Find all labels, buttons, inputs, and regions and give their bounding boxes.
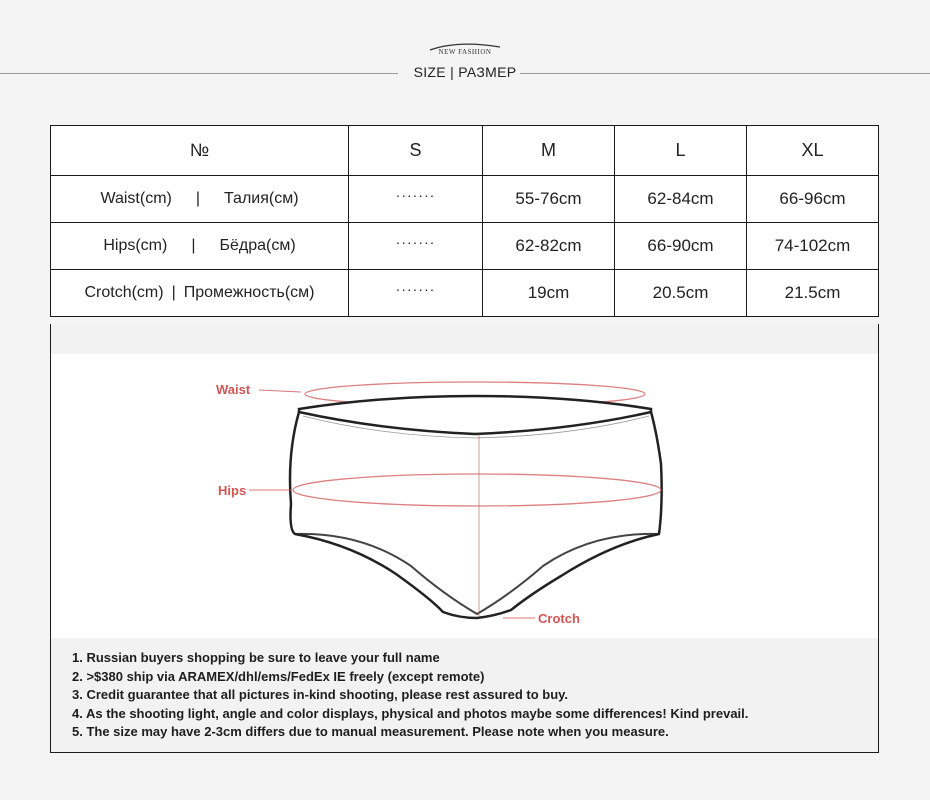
- note-item: 3. Credit guarantee that all pictures in-kind shooting, please rest assured to buy.: [72, 687, 569, 702]
- note-item: 4. As the shooting light, angle and color displays, physical and photos maybe some differences! Kind prevail.: [72, 705, 749, 721]
- cell-m: 55-76cm: [483, 176, 615, 223]
- label-separator: |: [191, 237, 196, 254]
- leg-opening-outline: [295, 534, 659, 614]
- label-separator: |: [195, 190, 200, 207]
- page-title: SIZE | РАЗМЕР: [413, 64, 517, 80]
- measure-label-waist: [51, 176, 349, 223]
- empty-value-dots: ·······: [395, 234, 436, 250]
- table-header-row: [51, 126, 879, 176]
- table-row-hips: [51, 223, 879, 270]
- cell-m: 19cm: [483, 270, 615, 317]
- waist-leader-line: [259, 390, 301, 392]
- cell-l: 62-84cm: [615, 176, 747, 223]
- header-cell-number: №: [51, 126, 349, 176]
- header-cell-m: M: [483, 126, 615, 176]
- measure-label-en: Crotch(cm): [84, 284, 164, 301]
- measure-label-ru: Талия(см): [224, 190, 299, 207]
- crotch-label: Crotch: [538, 611, 580, 626]
- cell-s: [349, 176, 483, 223]
- header-cell-l: L: [615, 126, 747, 176]
- header-cell-xl: XL: [747, 126, 879, 176]
- hips-label: Hips: [218, 483, 247, 498]
- table-row-waist: [51, 176, 879, 223]
- measure-label-en: Waist(cm): [100, 190, 172, 207]
- cell-s: [349, 223, 483, 270]
- waist-label: Waist: [216, 382, 251, 397]
- cell-m: 62-82cm: [483, 223, 615, 270]
- info-panel: [50, 324, 879, 753]
- label-separator: |: [171, 284, 176, 301]
- waistband-outline: [299, 396, 651, 434]
- page-header: [0, 38, 930, 88]
- header-cell-s: S: [349, 126, 483, 176]
- cell-s: [349, 270, 483, 317]
- cell-l: 66-90cm: [615, 223, 747, 270]
- cell-l: 20.5cm: [615, 270, 747, 317]
- empty-value-dots: ·······: [395, 281, 436, 297]
- notes-list: [72, 649, 748, 742]
- note-item: 2. >$380 ship via ARAMEX/dhl/ems/FedEx IE freely (except remote): [72, 668, 485, 684]
- measure-label-en: Hips(cm): [103, 237, 168, 254]
- brand-logo: NEW FASHION: [438, 48, 492, 56]
- note-item: 1. Russian buyers shopping be sure to leave your full name: [72, 650, 440, 665]
- table-row-crotch: [51, 270, 879, 317]
- size-chart-table: [50, 125, 879, 317]
- briefs-body-outline: [290, 412, 662, 618]
- briefs-measurement-illustration: [51, 354, 878, 638]
- note-item: 5. The size may have 2-3cm differs due to manual measurement. Please note when you measure.: [72, 724, 669, 739]
- hips-measure-ellipse: [293, 474, 661, 506]
- empty-value-dots: ·······: [395, 187, 436, 203]
- measure-label-ru: Бёдра(см): [219, 237, 296, 254]
- cell-xl: 66-96cm: [747, 176, 879, 223]
- measurement-diagram: [51, 354, 878, 638]
- cell-xl: 21.5cm: [747, 270, 879, 317]
- measure-label-crotch: [51, 270, 349, 317]
- measure-label-ru: Промежность(см): [183, 284, 315, 301]
- cell-xl: 74-102cm: [747, 223, 879, 270]
- measure-label-hips: [51, 223, 349, 270]
